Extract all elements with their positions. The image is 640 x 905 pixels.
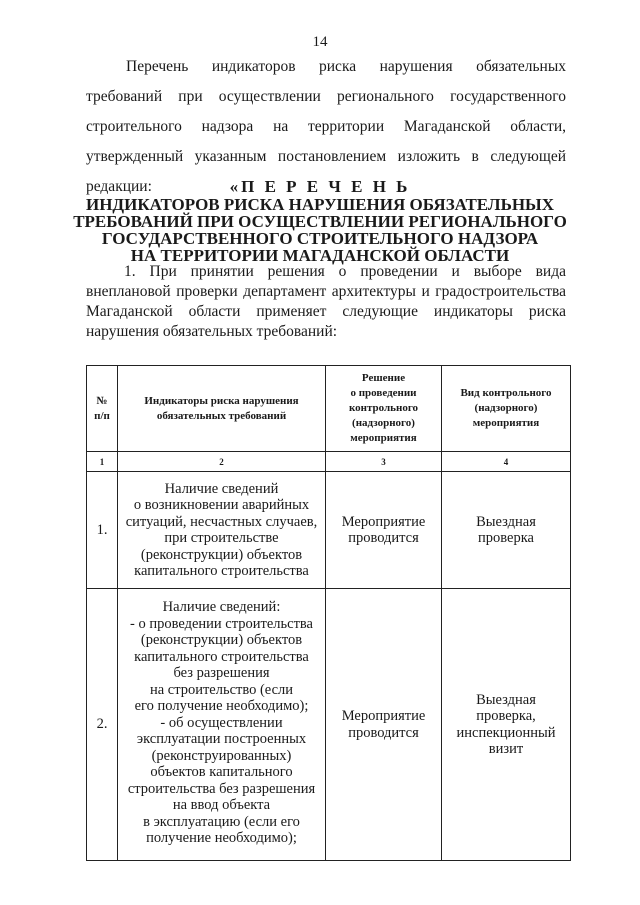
decision-cell bbox=[326, 589, 442, 861]
header-indicator bbox=[118, 366, 326, 452]
cell-line: объектов капитального bbox=[150, 764, 293, 780]
cell-line: Наличие сведений: bbox=[162, 599, 281, 615]
header-line: Индикаторы риска нарушения bbox=[144, 394, 299, 407]
intro-text: Перечень индикаторов риска нарушения обязательных требований при осуществлении регионального государственного строительного надзора на территории Магаданской области, утвержденный указанным постановлением изложить в следующей редакции: bbox=[86, 58, 566, 195]
header-line: № bbox=[96, 394, 108, 407]
row-number: 2. bbox=[87, 589, 118, 861]
document-heading-word: «П Е Р Е Ч Е Н Ь bbox=[229, 177, 411, 196]
heading-line: ИНДИКАТОРОВ РИСКА НАРУШЕНИЯ ОБЯЗАТЕЛЬНЫХ bbox=[85, 195, 555, 214]
cell-line: Мероприятие bbox=[341, 708, 426, 724]
column-number: 1 bbox=[87, 452, 118, 472]
cell-line: проводится bbox=[348, 724, 419, 741]
cell-line: визит bbox=[488, 741, 524, 757]
cell-line: без разрешения bbox=[173, 665, 270, 681]
cell-line: капитального строительства bbox=[134, 563, 309, 579]
paragraph-1 bbox=[86, 262, 566, 342]
cell-line: (реконструкции) объектов bbox=[140, 546, 303, 563]
cell-line: эксплуатации построенных bbox=[136, 731, 307, 747]
cell-line: Наличие сведений bbox=[164, 480, 279, 497]
table-row bbox=[87, 472, 571, 589]
cell-line: получение необходимо); bbox=[146, 830, 297, 846]
heading-line: ТРЕБОВАНИЙ ПРИ ОСУЩЕСТВЛЕНИИ РЕГИОНАЛЬНОГО bbox=[73, 212, 567, 231]
cell-line: на строительство (если bbox=[149, 681, 294, 698]
cell-line: (реконструированных) bbox=[151, 747, 292, 764]
indicators-table bbox=[86, 365, 571, 861]
header-line: Решение bbox=[361, 372, 406, 384]
indicator-cell bbox=[118, 472, 326, 589]
column-number: 4 bbox=[442, 452, 571, 472]
cell-line: строительства без разрешения bbox=[127, 780, 316, 797]
column-number: 3 bbox=[326, 452, 442, 472]
header-line: п/п bbox=[94, 409, 110, 422]
indicator-cell bbox=[118, 589, 326, 861]
header-line: контрольного bbox=[348, 402, 419, 414]
cell-line: (реконструкции) объектов bbox=[140, 632, 303, 648]
cell-line: проверка bbox=[478, 530, 534, 546]
control-type-cell bbox=[442, 472, 571, 589]
document-heading-title bbox=[0, 196, 640, 264]
cell-line: Выездная bbox=[476, 691, 536, 708]
decision-cell bbox=[326, 472, 442, 589]
header-line: обязательных требований bbox=[156, 409, 287, 422]
cell-line: Мероприятие bbox=[341, 513, 426, 530]
table-row bbox=[87, 589, 571, 861]
page-number: 14 bbox=[312, 34, 328, 50]
cell-line: Выездная bbox=[476, 513, 536, 530]
cell-line: - о проведении строительства bbox=[129, 615, 313, 632]
cell-line: его получение необходимо); bbox=[134, 698, 309, 714]
heading-line: НА ТЕРРИТОРИИ МАГАДАНСКОЙ ОБЛАСТИ bbox=[130, 246, 510, 265]
cell-line: при строительстве bbox=[164, 530, 279, 546]
header-control-type bbox=[442, 366, 571, 452]
paragraph-1-text: 1. При принятии решения о проведении и выборе вида внеплановой проверки департамент архитектуры и градостроительства Магаданской области применяет следующие индикаторы риска нарушения обязательных требований: bbox=[86, 263, 566, 340]
row-number: 1. bbox=[87, 472, 118, 589]
header-number bbox=[87, 366, 118, 452]
header-line: (надзорного) bbox=[352, 417, 415, 429]
cell-line: ситуаций, несчастных случаев, bbox=[125, 513, 318, 530]
header-line: Вид контрольного bbox=[460, 387, 552, 399]
column-number: 2 bbox=[118, 452, 326, 472]
header-decision bbox=[326, 366, 442, 452]
table-header-row bbox=[87, 366, 571, 452]
cell-line: капитального строительства bbox=[134, 648, 309, 665]
cell-line: на ввод объекта bbox=[172, 797, 271, 813]
header-line: о проведении bbox=[350, 387, 417, 399]
cell-line: проводится bbox=[348, 530, 419, 546]
heading-line: ГОСУДАРСТВЕННОГО СТРОИТЕЛЬНОГО НАДЗОРА bbox=[101, 229, 539, 248]
header-line: мероприятия bbox=[472, 417, 540, 429]
control-type-cell bbox=[442, 589, 571, 861]
column-number-row bbox=[87, 452, 571, 472]
cell-line: проверка, bbox=[476, 708, 536, 724]
cell-line: - об осуществлении bbox=[160, 714, 283, 731]
cell-line: в эксплуатацию (если его bbox=[143, 813, 300, 830]
cell-line: инспекционный bbox=[456, 724, 556, 741]
header-line: (надзорного) bbox=[474, 402, 538, 414]
header-line: мероприятия bbox=[350, 432, 417, 444]
cell-line: о возникновении аварийных bbox=[133, 497, 310, 513]
